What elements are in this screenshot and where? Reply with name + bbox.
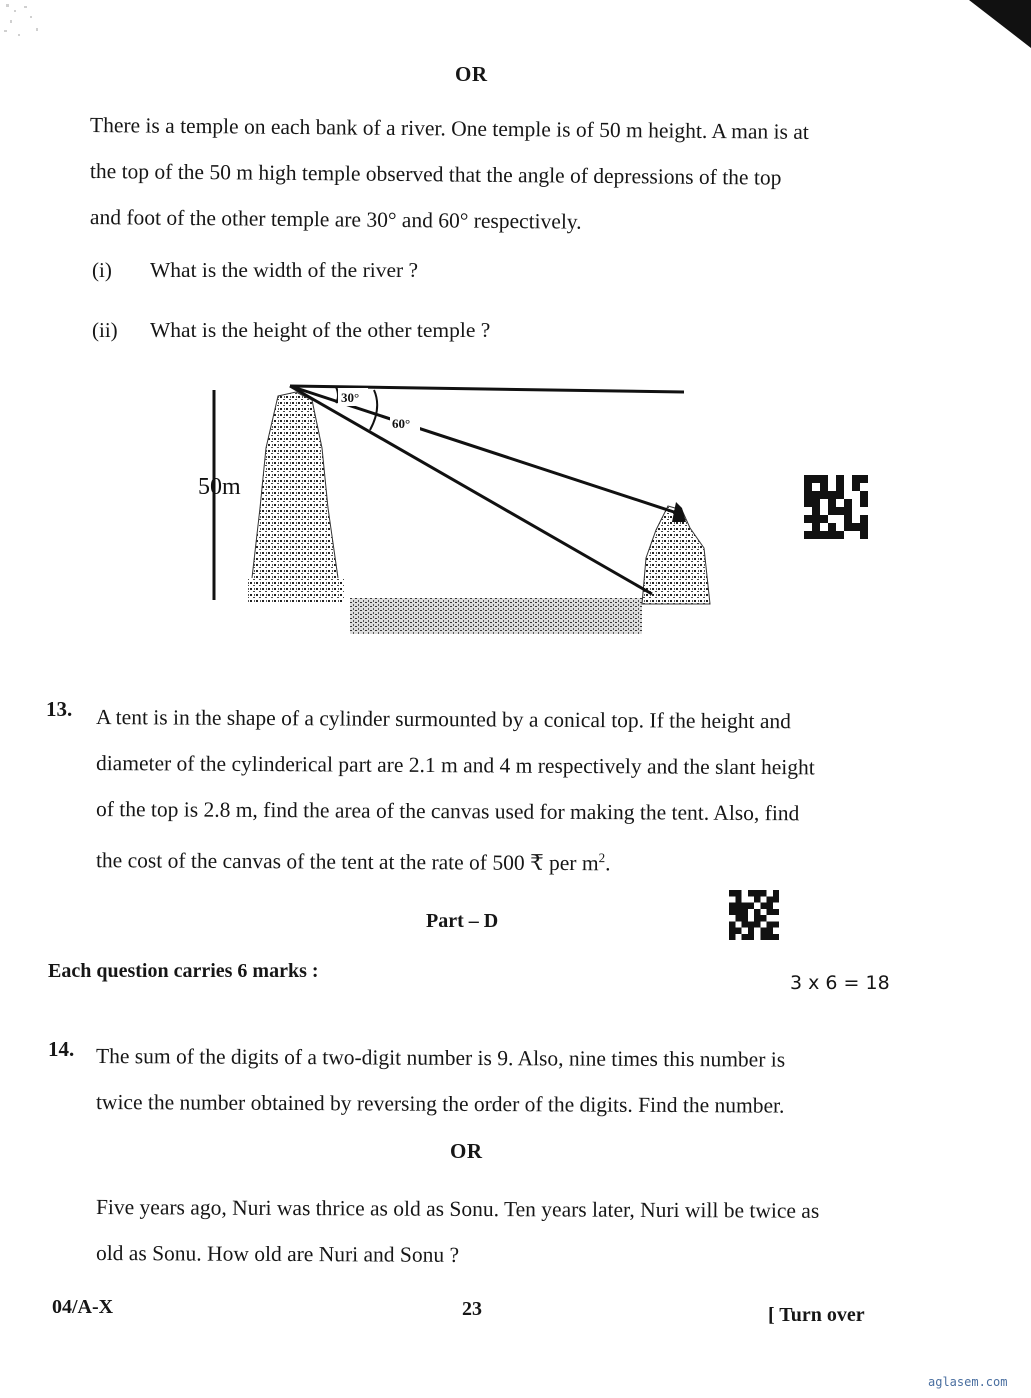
question-14-text bbox=[96, 1033, 926, 1125]
turn-over-label: [ Turn over bbox=[768, 1304, 865, 1326]
angle-label-30: 30° bbox=[341, 390, 360, 405]
qr-code-1 bbox=[804, 474, 868, 540]
part-d-marks: 3 x 6 = 18 bbox=[790, 972, 890, 994]
q13-number: 13. bbox=[46, 697, 73, 721]
line-of-sight-foot bbox=[290, 386, 652, 594]
scan-speckle bbox=[0, 0, 70, 70]
corner-mark bbox=[969, 0, 1031, 48]
q13-line-4-sup: 2 bbox=[598, 850, 606, 866]
q14-line-1: The sum of the digits of a two-digit number is 9. Also, nine times this number is bbox=[95, 1044, 786, 1072]
q12-part-i-label: (i) bbox=[92, 258, 112, 282]
qr-code-2 bbox=[728, 890, 780, 940]
q13-line-3: of the top is 2.8 m, find the area of the canvas used for making the tent. Also, find bbox=[95, 797, 800, 826]
q13-line-4-text: the cost of the canvas of the tent at the rate of 500 ₹ per m bbox=[95, 848, 599, 876]
q12-part-ii-text: What is the height of the other temple ? bbox=[150, 318, 491, 342]
paper-code: 04/A-X bbox=[52, 1296, 114, 1318]
tall-temple-base bbox=[248, 578, 344, 602]
tall-temple bbox=[250, 392, 342, 600]
q14-alt-line-2: old as Sonu. How old are Nuri and Sonu ? bbox=[95, 1241, 460, 1267]
q14-number: 14. bbox=[48, 1037, 75, 1061]
q12-line-3: and foot of the other temple are 30° and 60° respectively. bbox=[89, 205, 582, 234]
page-number: 23 bbox=[462, 1298, 482, 1320]
q12-line-2: the top of the 50 m high temple observed that the angle of depressions of the top bbox=[89, 159, 782, 190]
q14-alt-line-1: Five years ago, Nuri was thrice as old as Sonu. Ten years later, Nuri will be twice as bbox=[95, 1195, 820, 1223]
q14-line-2: twice the number obtained by reversing the order of the digits. Find the number. bbox=[95, 1090, 785, 1118]
q12-line-1: There is a temple on each bank of a river. One temple is of 50 m height. A man is at bbox=[89, 113, 809, 144]
watermark: aglasem.com bbox=[928, 1375, 1008, 1389]
river-ground bbox=[350, 598, 642, 634]
q13-line-2: diameter of the cylinderical part are 2.1 m and 4 m respectively and the slant height bbox=[95, 751, 815, 780]
temple-river-figure bbox=[190, 378, 730, 648]
q12-part-i bbox=[92, 258, 792, 283]
question-14-or-text bbox=[96, 1184, 926, 1276]
q13-line-4-end: . bbox=[605, 851, 611, 876]
or-heading-top: OR bbox=[455, 62, 488, 86]
q12-part-i-text: What is the width of the river ? bbox=[150, 258, 419, 282]
q13-line-1: A tent is in the shape of a cylinder surmounted by a conical top. If the height and bbox=[95, 705, 792, 734]
q13-line-4 bbox=[96, 832, 926, 888]
height-label: 50m bbox=[198, 474, 241, 500]
part-d-instruction: Each question carries 6 marks : bbox=[48, 960, 319, 982]
q14-or-heading: OR bbox=[450, 1139, 483, 1163]
question-13-text bbox=[96, 694, 926, 883]
angle-arc-60 bbox=[370, 390, 377, 430]
q12-part-ii bbox=[92, 318, 792, 343]
part-d-title: Part – D bbox=[426, 910, 499, 932]
angle-arc-30 bbox=[336, 387, 338, 403]
question-12-or-text bbox=[90, 102, 910, 240]
angle-label-60: 60° bbox=[392, 416, 411, 431]
q12-part-ii-label: (ii) bbox=[92, 318, 118, 342]
